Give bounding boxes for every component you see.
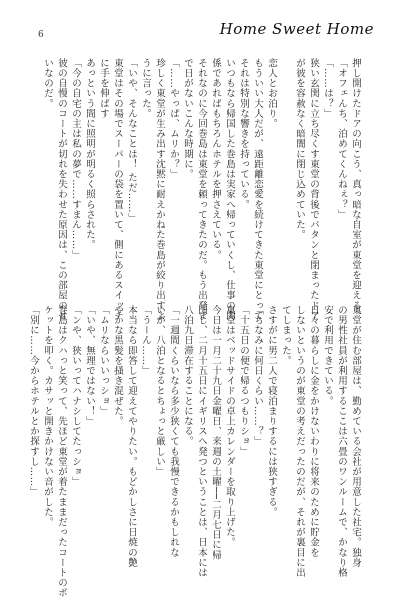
text-line: 日々の暮らしに金をかけないわりに将来のために貯金を (308, 305, 319, 558)
text-line: いなのだ。 (42, 58, 53, 109)
text-line: 「……は？」 (322, 58, 333, 119)
text-line: の男性社員が利用するここは六畳のワンルームで、かなり格 (336, 305, 347, 578)
text-line: 彼の自慢のコートが切れを失わせた原因は、この部屋のせ (56, 58, 67, 321)
text-line (278, 58, 292, 282)
text-line: 東堂はその場でスーパーの袋を置いて、側にあるスイッチ (112, 58, 123, 321)
text-line: 「うーん……」 (140, 305, 151, 376)
text-line: 係であればもちろんホテルを押さえている。 (210, 58, 221, 260)
text-line: 「いや、そんなことは！ ただ……」 (126, 58, 137, 224)
text-line: 恋人とお泊り。 (266, 58, 277, 129)
text-line: 「ちなみに何日くらい……？」 (252, 305, 263, 447)
text-line: いが、八泊となるとちょっと厳しい」 (154, 305, 165, 477)
text-line: いつもなら帰国した巻島は実家へ帰っていくし、仕事の関 (224, 58, 235, 321)
text-line: それは特別な響きを持っている。 (238, 58, 249, 210)
text-line: 東堂が住む部屋は、勤めている会社が用意した社宅。独身 (350, 305, 361, 568)
text-line: 狭い玄関に立ち尽くす東堂の背後でバタンと閉まったドア (308, 58, 319, 321)
text-line: やかな黒髪を掻き混ぜた。 (112, 305, 123, 427)
text-line: 今日は一月二十九日金曜日、来週の土曜──二月七日に帰 (210, 305, 221, 561)
text-line: うに言った。 (140, 58, 151, 119)
text-line: 「ムリならいいっショ」 (98, 305, 109, 417)
text-line: 「十五日の便で帰るつもりショ」 (238, 305, 249, 457)
lower-text-block (26, 305, 362, 598)
text-line: ケットを叩く。カサッと開きかけない音がした。 (42, 305, 53, 528)
text-line: 安で利用できている。 (322, 305, 333, 406)
text-line: 東堂はベッドサイドの卓上カレンダーを取り上げた。 (224, 305, 235, 548)
text-line: 押し開けたドアの向こう、真っ暗な自室が東堂を迎える。 (350, 58, 361, 321)
text-line: 「いや、無理ではない！」 (84, 305, 95, 427)
text-line: さすがに男二人で寝泊まりするには狭すぎる。 (266, 305, 277, 518)
text-line: 珍しく東堂が生み出す沈黙に耐えかねた巻島が絞り出すよ (154, 58, 165, 321)
running-title: Home Sweet Home (219, 20, 374, 38)
text-line: 「今の自宅の主は私の夢で……すまん……」 (70, 58, 81, 260)
text-line: 「ンや、狭いってハナシしてたっショ」 (70, 305, 81, 487)
text-line: もういい大人だが、遠距離恋愛を続けてきた東堂にとって (252, 58, 263, 321)
text-line: で日がないこんな時期に。 (182, 58, 193, 180)
text-line: 八泊九日滞在することになる。 (182, 305, 193, 447)
text-line: 本当なら即答して迎えてやりたい。もどかしさに日焼の艶 (126, 305, 137, 568)
text-line: しないというのが東堂の考えだったのだが、それが裏目に出 (294, 305, 305, 578)
text-line: 「別に……今からホテルとか探すし……」 (28, 305, 39, 497)
text-line: 「一週間くらいなら多少狭くても我慢できるかもしれな (168, 305, 179, 558)
text-line: に手を伸ばす (98, 58, 109, 119)
text-line: 「オフェんち、泊めてくんねぇ？」 (336, 58, 347, 220)
page-number: 6 (38, 30, 44, 40)
upper-text-block (40, 58, 362, 321)
text-line: 巻島はクハっと笑って、先ほど東堂が着たままだったコートのポ (56, 305, 67, 598)
text-line: が彼を容赦なく暗闇に閉じ込めていた。 (294, 58, 305, 240)
text-line: それなのに今回巻島は東堂を頼ってきたのだ。もう出発ま (196, 58, 207, 321)
text-line: 「……やっぱ、ムリか？」 (168, 58, 179, 180)
text-line: てしまった。 (280, 305, 291, 366)
text-line: あっという間に照明が明るく照らされた。 (84, 58, 95, 250)
text-line: 国し、二月十五日にイギリスへ発つということは、日本には (196, 305, 207, 578)
